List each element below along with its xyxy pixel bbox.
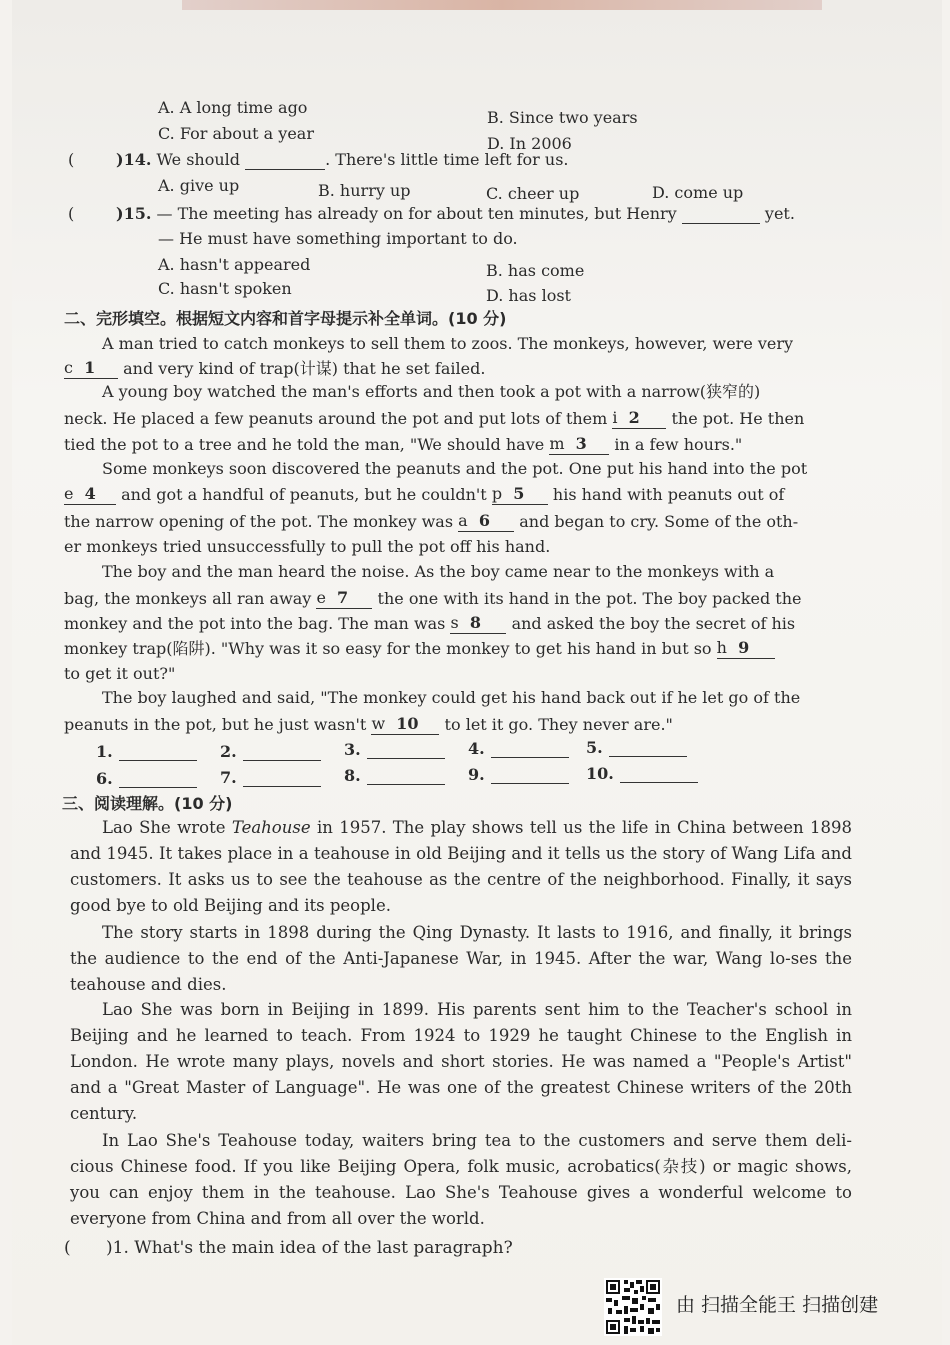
blank-4[interactable]: e 4 xyxy=(64,484,116,505)
cloze-p1-line2-text: and very kind of trap(计谋) that he set failed. xyxy=(123,359,486,378)
q15-number: )15. xyxy=(116,204,152,223)
cloze-p1-line1: A man tried to catch monkeys to sell them to zoos. The monkeys, however, were very xyxy=(102,334,794,353)
cloze-p4-line1: The boy and the man heard the noise. As the boy came near to the monkeys with a xyxy=(102,562,775,581)
q15-blank[interactable] xyxy=(682,207,760,224)
reading-paragraph-3: Lao She was born in Beijing in 1899. His parents sent him to the Teacher's school in Beijing and he learned to teach. From 1924 to 1929 he taught Chinese to the English in London. He wrote many plays, novels and short stories. He was named a "People's Artist" and a "Great Master of Language". He was one of the greatest Chinese writers of the 20th century. xyxy=(70,1000,852,1123)
qr-code-icon xyxy=(604,1278,662,1336)
q14-stem-b: . There's little time left for us. xyxy=(325,150,569,169)
answer-slot-1[interactable]: 1. xyxy=(96,742,197,761)
cloze-p2-line2: neck. He placed a few peanuts around the pot and put lots of them i 2 the pot. He then xyxy=(64,408,805,428)
cloze-p2-line3: tied the pot to a tree and he told the man, "We should have m 3 in a few hours." xyxy=(64,434,743,454)
blank-6[interactable]: a 6 xyxy=(458,511,514,532)
reading-paragraph-2: The story starts in 1898 during the Qing Dynasty. It lasts to 1916, and finally, it brings the audience to the end of the Anti-Japanese War, in 1945. After the war, Wang lo-ses the teahouse and dies. xyxy=(70,923,852,994)
q14-number: )14. xyxy=(116,150,152,169)
cloze-p3-line1: Some monkeys soon discovered the peanuts and the pot. One put his hand into the pot xyxy=(102,459,808,478)
scanner-watermark-text: 由 扫描全能王 扫描创建 xyxy=(676,1294,879,1316)
cloze-p3-line2: e 4 and got a handful of peanuts, but he couldn't p 5 his hand with peanuts out of xyxy=(64,484,785,504)
answer-slot-10[interactable]: 10. xyxy=(586,764,698,783)
q13-option-b: B. Since two years xyxy=(487,108,638,127)
cloze-p4-line5: to get it out?" xyxy=(64,664,176,683)
q15-option-b: B. has come xyxy=(486,261,585,280)
blank-8[interactable]: s 8 xyxy=(450,613,506,634)
blank-1[interactable]: c 1 xyxy=(64,358,118,379)
cloze-p2-line1: A young boy watched the man's efforts and then took a pot with a narrow(狭窄的) xyxy=(102,382,761,401)
section-2-title: 二、完形填空。根据短文内容和首字母提示补全单词。(10 分) xyxy=(64,309,507,328)
q15-stem-b: yet. xyxy=(764,204,795,223)
answer-slot-6[interactable]: 6. xyxy=(96,769,197,788)
answer-slot-9[interactable]: 9. xyxy=(468,765,569,784)
cloze-p3-line3: the narrow opening of the pot. The monkey was a 6 and began to cry. Some of the oth- xyxy=(64,511,799,531)
book-title: Teahouse xyxy=(231,818,311,837)
q14-option-d: D. come up xyxy=(652,183,744,202)
answer-slot-7[interactable]: 7. xyxy=(220,768,321,787)
cloze-p1-line2 xyxy=(64,358,485,379)
blank-3[interactable]: m 3 xyxy=(549,434,609,455)
cloze-p4-line2: bag, the monkeys all ran away e 7 the one with its hand in the pot. The boy packed the xyxy=(64,588,802,608)
cloze-p4-line4: monkey trap(陷阱). "Why was it so easy for the monkey to get his hand in but so h 9 xyxy=(64,638,775,659)
cloze-p5-line2: peanuts in the pot, but he just wasn't w 10 to let it go. They never are." xyxy=(64,714,673,734)
q15-stem xyxy=(116,204,795,224)
q14-stem xyxy=(116,150,569,170)
q14-option-a: A. give up xyxy=(158,176,240,195)
cloze-p3-line4: er monkeys tried unsuccessfully to pull the pot off his hand. xyxy=(64,537,551,556)
q15-paren: ( xyxy=(68,204,75,223)
q15-stem-a: — The meeting has already on for about ten minutes, but Henry xyxy=(156,204,677,223)
blank-10[interactable]: w 10 xyxy=(371,714,439,735)
q15-stem-2: — He must have something important to do. xyxy=(158,229,518,248)
q14-paren: ( xyxy=(68,150,75,169)
reading-q1: )1. What's the main idea of the last paragraph? xyxy=(106,1238,513,1258)
q13-option-c: C. For about a year xyxy=(158,124,314,143)
page-edge-decoration xyxy=(182,0,822,10)
q14-option-b: B. hurry up xyxy=(318,181,411,200)
section-3-title: 三、阅读理解。(10 分) xyxy=(62,794,233,813)
answer-slot-2[interactable]: 2. xyxy=(220,742,321,761)
cloze-p5-line1: The boy laughed and said, "The monkey could get his hand back out if he let go of the xyxy=(102,688,801,707)
document-page xyxy=(12,0,942,1345)
q15-option-c: C. hasn't spoken xyxy=(158,279,292,298)
reading-paragraph-4: In Lao She's Teahouse today, waiters bring tea to the customers and serve them deli-cious Chinese food. If you like Beijing Opera, folk music, acrobatics(杂技) or magic shows, you can enjoy them in the teahouse. Lao She's Teahouse gives a wonderful welcome to everyone from China and from all over the world. xyxy=(70,1131,852,1228)
blank-2[interactable]: i 2 xyxy=(612,408,666,429)
q15-option-d: D. has lost xyxy=(486,286,571,305)
q14-stem-a: We should xyxy=(156,150,241,169)
reading-q1-paren: ( xyxy=(64,1238,71,1258)
cloze-p4-line3: monkey and the pot into the bag. The man was s 8 and asked the boy the secret of his xyxy=(64,613,796,633)
answer-slot-5[interactable]: 5. xyxy=(586,738,687,757)
answer-slot-8[interactable]: 8. xyxy=(344,766,445,785)
answer-slot-3[interactable]: 3. xyxy=(344,740,445,759)
q15-option-a: A. hasn't appeared xyxy=(158,255,311,274)
blank-9[interactable]: h 9 xyxy=(717,638,775,659)
q13-option-a: A. A long time ago xyxy=(158,98,308,117)
blank-5[interactable]: p 5 xyxy=(492,484,548,505)
q14-option-c: C. cheer up xyxy=(486,184,580,203)
answer-slot-4[interactable]: 4. xyxy=(468,739,569,758)
reading-paragraph-1: Lao She wrote Teahouse in 1957. The play shows tell us the life in China between 1898 and 1945. It takes place in a teahouse in old Beijing and it tells us the story of Wang Lifa and customers. It asks us to see the teahouse as the centre of the neighborhood. Finally, it says good bye to old Beijing and its people. xyxy=(70,818,852,915)
blank-7[interactable]: e 7 xyxy=(316,588,372,609)
q13-option-d: D. In 2006 xyxy=(487,134,572,153)
q14-blank[interactable] xyxy=(245,153,325,170)
